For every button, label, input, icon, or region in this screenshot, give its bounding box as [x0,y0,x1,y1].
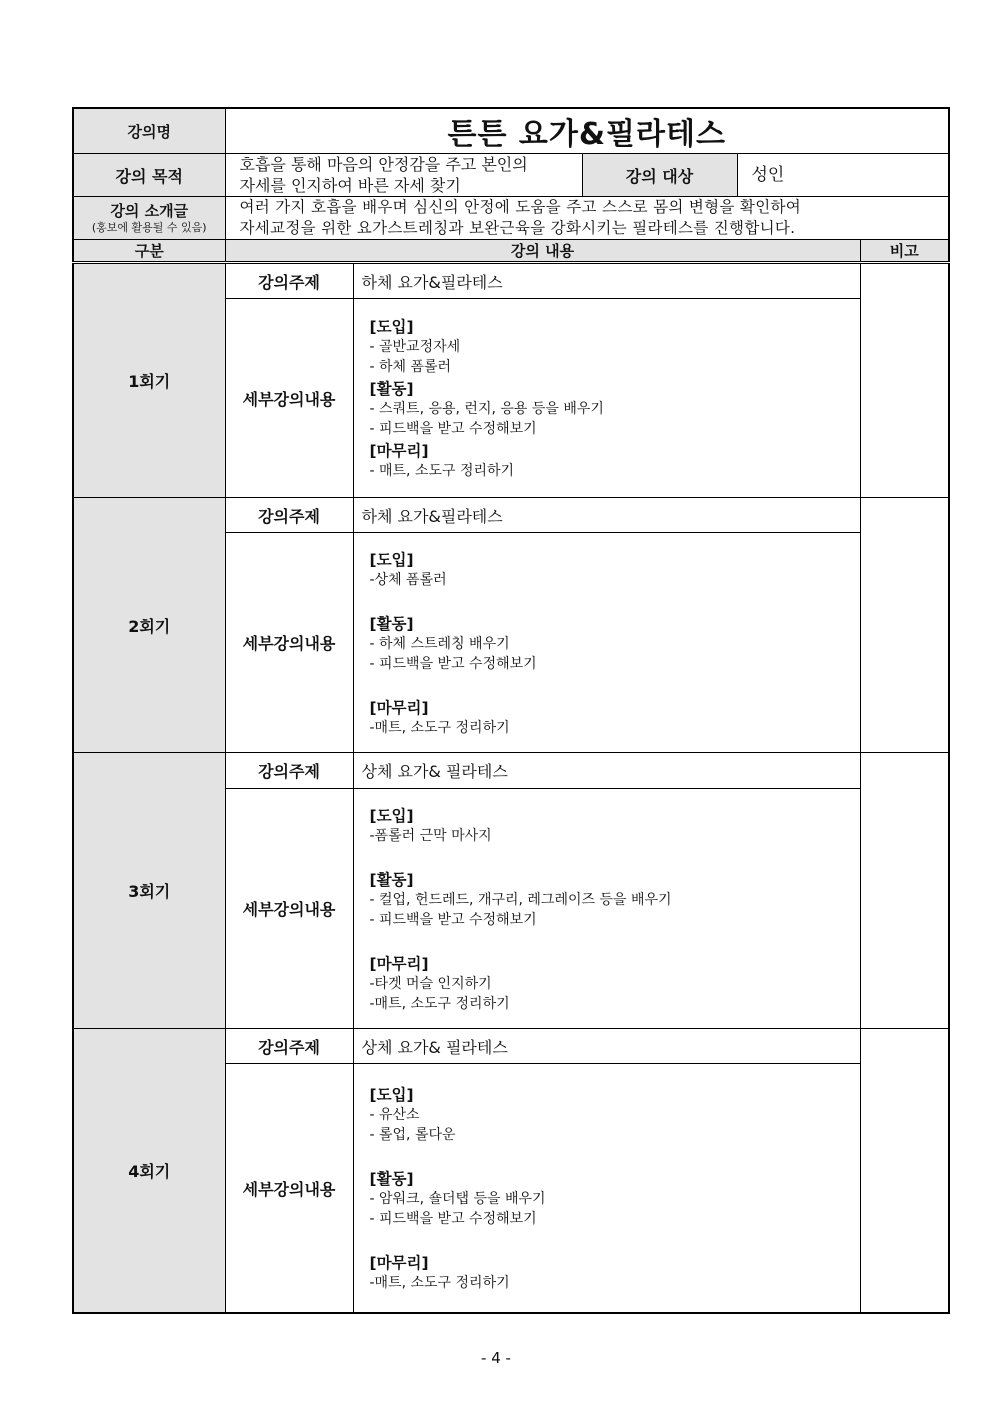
session-2-details [353,533,860,753]
spacer [370,590,860,612]
session-3-name: 3회기 [73,753,225,1029]
session-3-topic: 상체 요가& 필라테스 [353,753,860,789]
session-4-detail-label: 세부강의내용 [225,1064,353,1314]
section-heading: [도입] [369,806,414,825]
session-1-remarks [860,263,949,498]
purpose-line-2: 자세를 인지하여 바른 자세 찾기 [239,176,461,195]
spacer [370,674,860,696]
session-2-detail-label: 세부강의내용 [225,533,353,753]
session-4-name: 4회기 [73,1029,225,1314]
session-4-topic: 상체 요가& 필라테스 [353,1029,860,1064]
section-heading: [활동] [369,380,414,398]
list-item: - 하체 스트레칭 배우기 [369,635,510,652]
column-division: 구분 [73,240,225,263]
session-1-topic: 하체 요가&필라테스 [353,263,860,299]
section-heading: [마무리] [369,1254,429,1272]
list-item: - 하체 폼롤러 [369,359,452,375]
column-remarks: 비고 [860,240,949,263]
list-item: - 암워크, 숄더탭 등을 배우기 [369,1191,546,1207]
section-heading: [마무리] [369,698,429,717]
list-item: -매트, 소도구 정리하기 [369,719,510,736]
course-title: 튼튼 요가&필라테스 [225,108,949,154]
column-content: 강의 내용 [225,240,860,263]
section-heading: [도입] [369,1086,414,1104]
session-3-detail-label: 세부강의내용 [225,789,353,1029]
session-3-details [353,789,860,1029]
list-item: -매트, 소도구 정리하기 [369,995,510,1012]
list-item: - 피드백을 받고 수정해보기 [369,1211,537,1227]
list-item: -매트, 소도구 정리하기 [369,1275,510,1291]
list-item: - 스쿼트, 응용, 런지, 응용 등을 배우기 [369,401,604,417]
list-item: - 피드백을 받고 수정해보기 [369,911,537,928]
session-4-topic-label: 강의주제 [225,1029,353,1064]
target-value: 성인 [737,154,949,197]
intro-note: (홍보에 활용될 수 있음) [91,221,207,234]
list-item: - 유산소 [369,1107,420,1123]
intro-line-2: 자세교정을 위한 요가스트레칭과 보완근육을 강화시키는 필라테스를 진행합니다. [239,219,796,237]
spacer [370,1229,860,1251]
list-item: - 롤업, 롤다운 [369,1127,456,1143]
intro-label: 강의 소개글 [110,202,189,220]
course-plan-table [72,107,950,1314]
list-item: - 컬업, 헌드레드, 개구리, 레그레이즈 등을 배우기 [369,891,672,908]
spacer [370,1145,860,1167]
purpose-line-1: 호흡을 통해 마음의 안정감을 주고 본인의 [239,155,528,174]
spacer [370,930,860,952]
intro-line-1: 여러 가지 호흡을 배우며 심신의 안정에 도움을 주고 스스로 몸의 변형을 확인하여 [239,198,802,216]
intro-label-cell [73,197,225,240]
session-4-details [353,1064,860,1314]
target-label: 강의 대상 [582,154,737,197]
section-heading: [도입] [369,550,414,569]
session-2-remarks [860,498,949,753]
list-item: - 피드백을 받고 수정해보기 [369,655,537,672]
list-item: - 매트, 소도구 정리하기 [369,463,515,479]
section-heading: [활동] [369,870,414,889]
list-item: - 피드백을 받고 수정해보기 [369,421,537,437]
session-2-topic: 하체 요가&필라테스 [353,498,860,533]
list-item: - 골반교정자세 [369,339,461,355]
session-3-topic-label: 강의주제 [225,753,353,789]
section-heading: [활동] [369,614,414,633]
session-4-remarks [860,1029,949,1314]
list-item: -타겟 머슬 인지하기 [369,975,492,992]
spacer [370,846,860,868]
section-heading: [마무리] [369,954,429,973]
session-1-name: 1회기 [73,263,225,498]
course-name-label: 강의명 [73,108,225,154]
page-number: - 4 - [481,1349,511,1367]
session-1-detail-label: 세부강의내용 [225,299,353,498]
section-heading: [활동] [369,1170,414,1188]
session-2-topic-label: 강의주제 [225,498,353,533]
list-item: -상체 폼롤러 [369,571,447,588]
list-item: -폼롤러 근막 마사지 [369,827,492,844]
purpose-label: 강의 목적 [73,154,225,197]
session-3-remarks [860,753,949,1029]
session-2-name: 2회기 [73,498,225,753]
intro-text [225,197,949,240]
section-heading: [마무리] [369,442,429,460]
purpose-text [225,154,582,197]
session-1-details [353,299,860,498]
session-1-topic-label: 강의주제 [225,263,353,299]
section-heading: [도입] [369,318,414,336]
